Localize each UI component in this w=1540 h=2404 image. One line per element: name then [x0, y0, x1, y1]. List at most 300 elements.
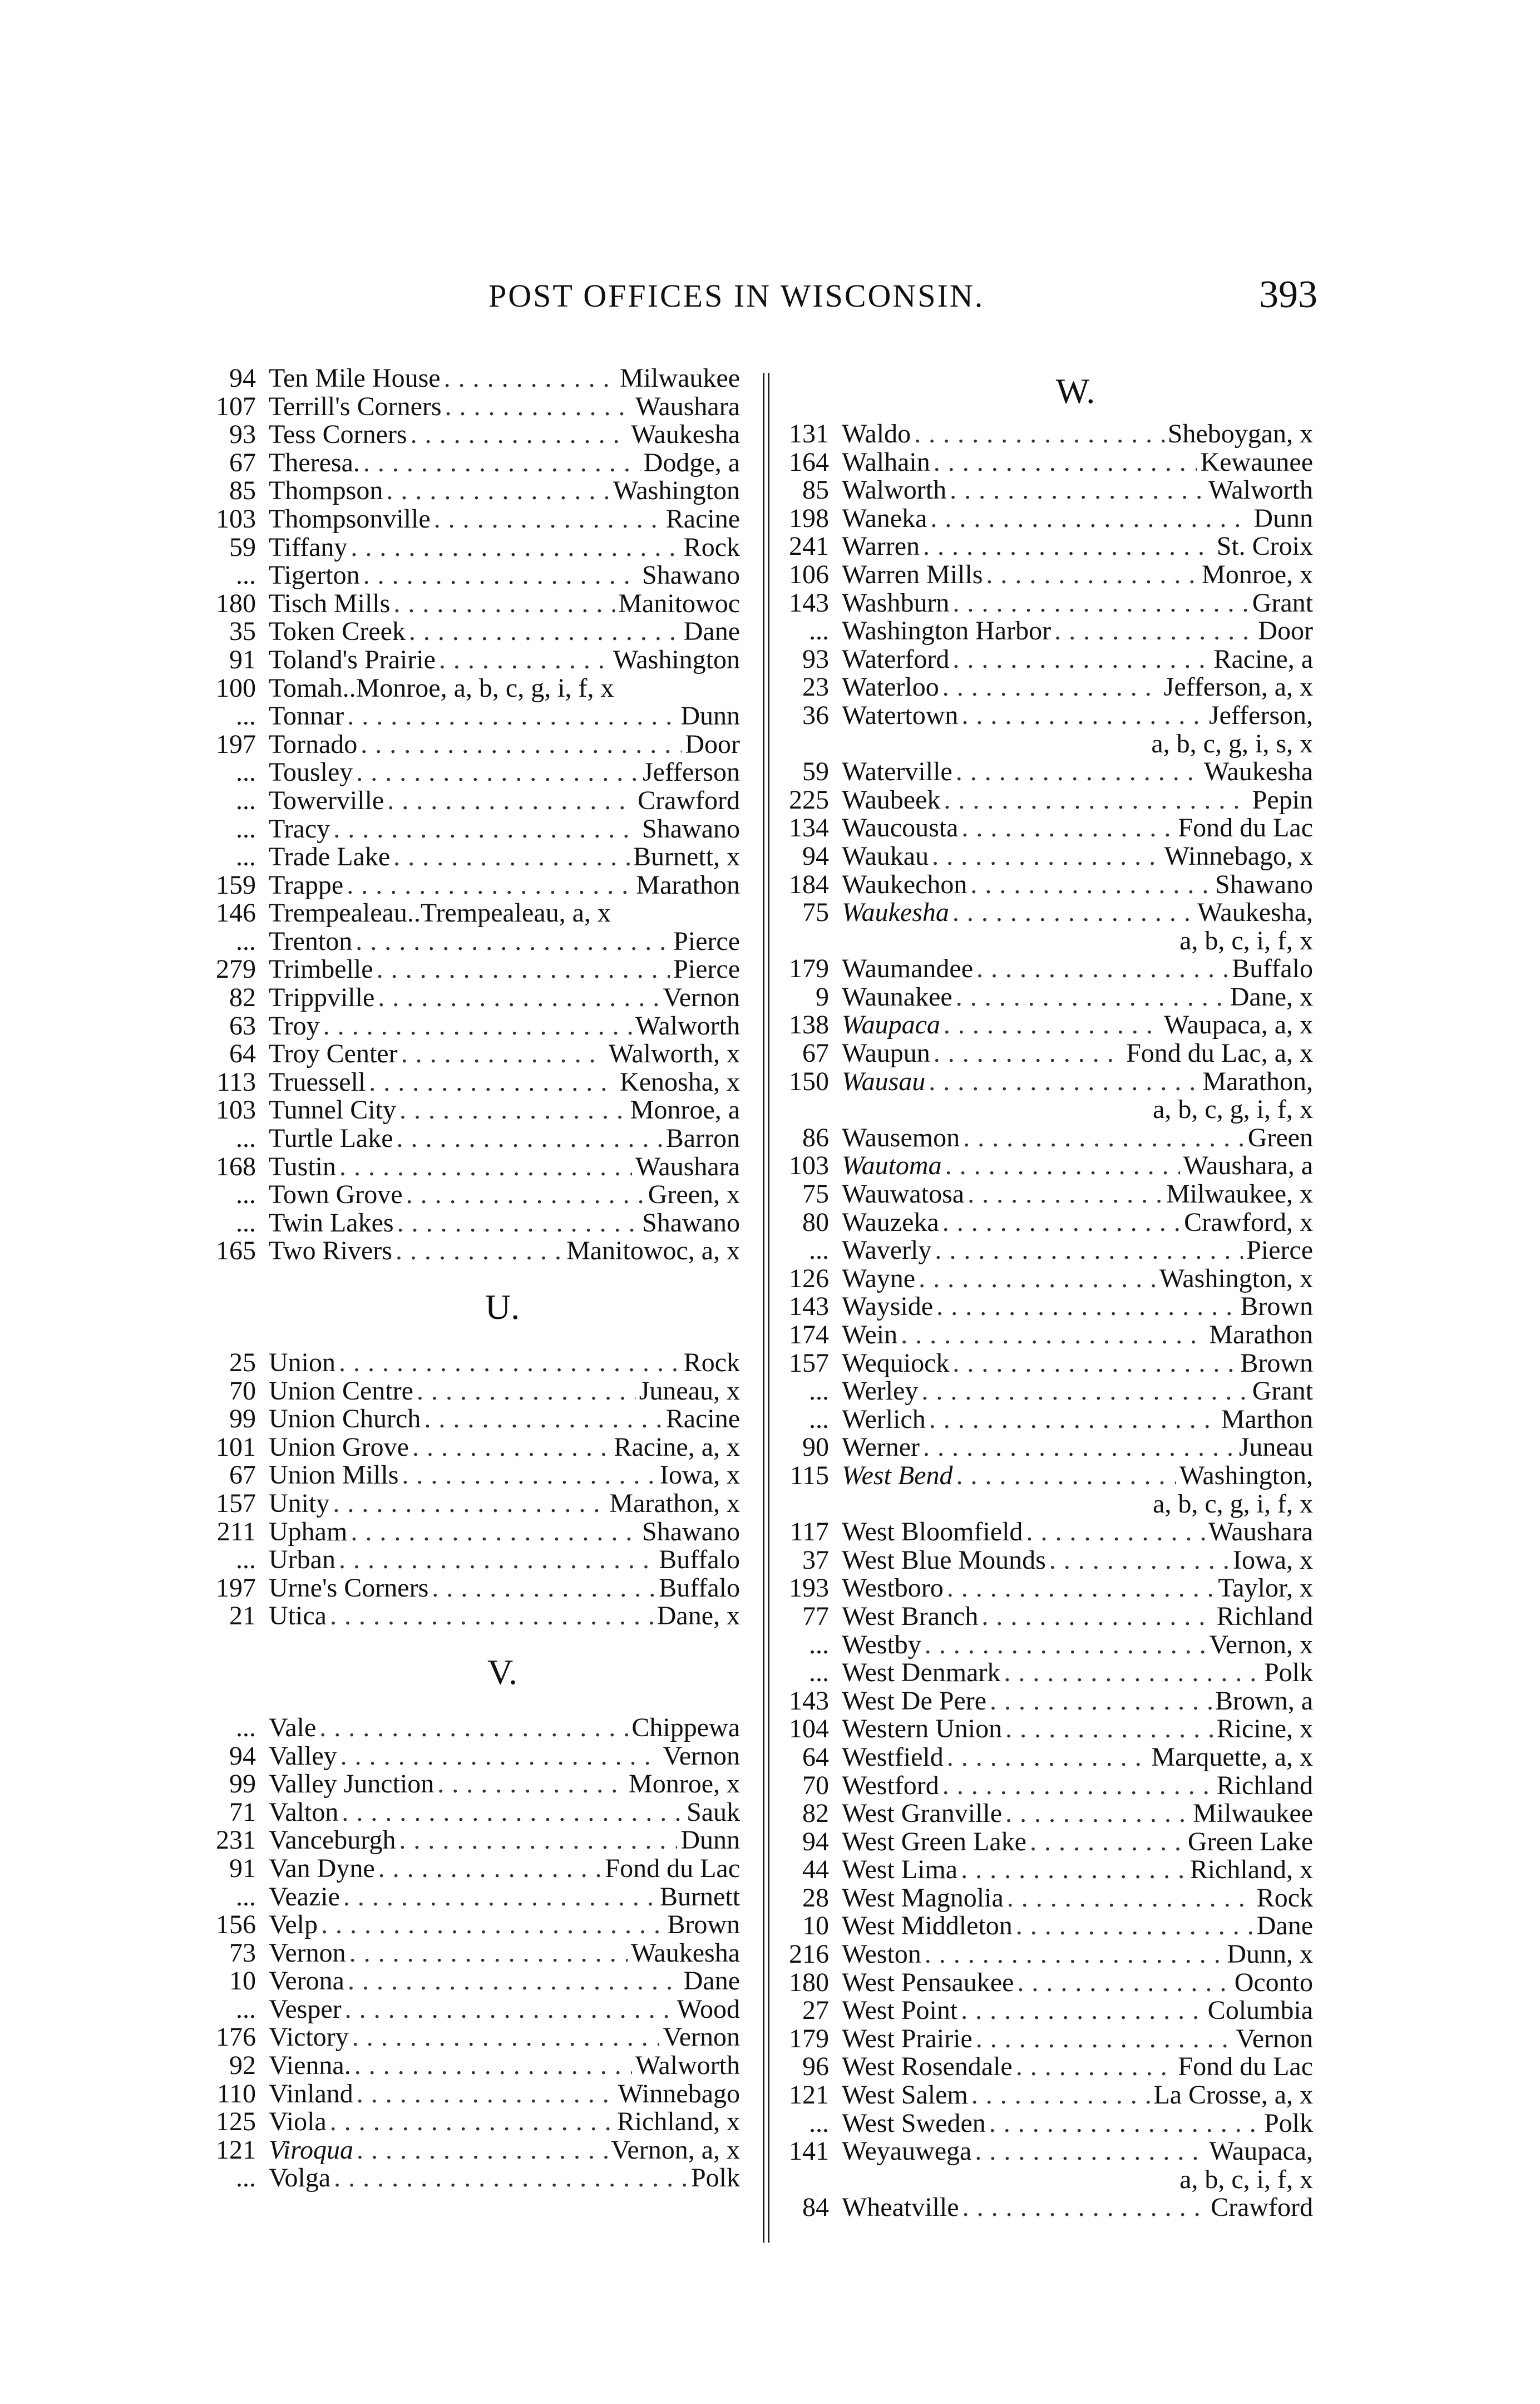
post-office-entry: [789, 702, 1317, 730]
post-office-name: Viroqua: [269, 2135, 353, 2165]
entry-line: [269, 1967, 740, 1996]
entry-line: [842, 1433, 1313, 1462]
post-office-entry: [216, 928, 744, 956]
dot-leader: [929, 1406, 1218, 1434]
entry-number: 21: [229, 1601, 256, 1631]
entry-number: 99: [229, 1769, 256, 1799]
entry-line: [842, 899, 1313, 927]
county-name: Taylor, x: [1218, 1573, 1313, 1603]
post-office-name: Truessell: [269, 1067, 366, 1097]
post-office-name: West Granville: [842, 1799, 1003, 1829]
post-office-name: Van Dyne: [269, 1853, 375, 1883]
county-name: Rock: [683, 1348, 740, 1377]
post-office-name: Watertown: [842, 700, 959, 730]
entry-line: [269, 2164, 740, 2193]
post-office-name: Tustin: [269, 1151, 336, 1181]
county-name: Buffalo: [659, 1573, 740, 1603]
post-office-entry: [789, 1884, 1317, 1913]
post-office-name: Upham: [269, 1516, 348, 1546]
entry-line: [269, 674, 740, 703]
entry-line: [842, 420, 1313, 449]
post-office-entry: [216, 1826, 744, 1855]
entry-line: [269, 421, 740, 449]
post-office-entry: [789, 1265, 1317, 1293]
county-name: Wood: [677, 1994, 740, 2024]
entry-number: ...: [809, 1629, 829, 1659]
post-office-entry: [789, 1124, 1317, 1152]
post-office-name: Wautoma: [842, 1151, 942, 1181]
post-office-name: Waumandee: [842, 954, 974, 984]
dot-leader: [406, 1181, 645, 1209]
post-office-entry: [789, 1518, 1317, 1546]
post-office-name: Westfield: [842, 1742, 944, 1772]
county-name: Richland: [1216, 1770, 1313, 1800]
entry-number: 59: [802, 757, 829, 787]
entry-line: [269, 1237, 740, 1265]
entry-line: [842, 1743, 1313, 1772]
page-header: [216, 273, 1317, 322]
post-office-entry: [216, 1911, 744, 1939]
county-name: St. Croix: [1216, 531, 1313, 561]
entry-number: 93: [802, 644, 829, 674]
post-office-entry: [216, 1068, 744, 1097]
entry-line: [842, 1912, 1313, 1940]
dot-leader: [412, 1433, 610, 1462]
entry-line: [269, 955, 740, 984]
entry-number: 225: [789, 785, 829, 815]
dot-leader: [432, 1574, 655, 1603]
entry-line: [269, 731, 740, 759]
post-office-name: Volga: [269, 2163, 331, 2193]
dot-leader: [386, 477, 610, 505]
entry-number: 75: [802, 1179, 829, 1209]
entry-line: [269, 1490, 740, 1518]
entry-line: [269, 758, 740, 787]
post-office-name: Warren: [842, 531, 920, 561]
entry-line: [269, 1939, 740, 1968]
post-office-name: Vienna.: [269, 2051, 351, 2081]
dot-leader: [334, 2164, 688, 2193]
dot-leader: [950, 476, 1205, 505]
post-office-entry: [216, 1096, 744, 1125]
dot-leader: [387, 787, 634, 815]
county-name: Juneau: [1238, 1432, 1313, 1462]
post-office-entry: [789, 1828, 1317, 1856]
post-office-entry: [789, 899, 1317, 927]
entry-number: 94: [802, 1826, 829, 1856]
post-office-name: Thompsonville: [269, 504, 431, 534]
post-office-name: Wequiock: [842, 1348, 950, 1378]
county-name: Monroe, x: [629, 1769, 740, 1799]
entry-number: 92: [229, 2051, 256, 2081]
county-name: Winnebago, x: [1164, 841, 1313, 871]
post-office-entry: [789, 561, 1317, 589]
dot-leader: [330, 1602, 654, 1630]
county-name: Iowa, x: [660, 1460, 740, 1490]
county-name: Fond du Lac, a, x: [1126, 1038, 1313, 1068]
post-office-name: Waukechon: [842, 869, 968, 899]
entry-continuation: a, b, c, g, i, f, x: [1153, 1095, 1313, 1125]
entry-line: [269, 1181, 740, 1209]
dot-leader: [434, 505, 663, 534]
post-office-name: Union Mills: [269, 1460, 399, 1490]
entry-line: [842, 758, 1313, 786]
post-office-entry: [216, 702, 744, 731]
post-office-name: Velp: [269, 1910, 318, 1940]
county-name: Iowa, x: [1233, 1545, 1313, 1575]
post-office-entry: [216, 2080, 744, 2109]
post-office-entry: [789, 1715, 1317, 1743]
entry-line: [842, 1349, 1313, 1378]
post-office-entry: [216, 1433, 744, 1462]
entry-number: 10: [802, 1911, 829, 1941]
post-office-entry: [216, 731, 744, 759]
entry-number: 180: [789, 1967, 829, 1997]
entry-number: 157: [789, 1348, 829, 1378]
post-office-entry: [789, 843, 1317, 871]
post-office-name: Troy Center: [269, 1039, 398, 1069]
entry-line: [269, 505, 740, 534]
post-office-entry: [216, 1125, 744, 1153]
county-name: Pierce: [1246, 1235, 1313, 1265]
entry-number: ...: [236, 1994, 256, 2024]
entry-line: [842, 2110, 1313, 2138]
county-name: Waupaca,: [1209, 2136, 1313, 2166]
county-name: Marathon,: [1202, 1066, 1313, 1096]
entry-number: ...: [236, 1208, 256, 1238]
dot-leader: [330, 2108, 614, 2136]
post-office-name: Town Grove: [269, 1180, 403, 1210]
dot-leader: [956, 1462, 1176, 1490]
post-office-name: Werlich: [842, 1404, 926, 1434]
entry-number: 143: [789, 1686, 829, 1716]
entry-number: 157: [216, 1488, 256, 1518]
dot-leader: [1026, 1518, 1205, 1546]
county-name: Vernon: [663, 2022, 740, 2052]
entry-line: [269, 393, 740, 421]
post-office-name: Union Church: [269, 1404, 421, 1434]
post-office-name: Verona: [269, 1966, 344, 1996]
county-name: Dunn: [680, 1825, 740, 1855]
dot-leader: [424, 1405, 662, 1433]
county-name: Marathon, x: [609, 1488, 740, 1518]
dot-leader: [944, 786, 1248, 815]
entry-number: ...: [809, 1376, 829, 1406]
entry-line: [269, 449, 740, 477]
post-office-name: Westby: [842, 1629, 921, 1659]
entry-number: ...: [236, 1881, 256, 1912]
dot-leader: [914, 420, 1164, 449]
post-office-entry: [216, 1742, 744, 1771]
entry-line: [269, 1826, 740, 1855]
dot-leader: [925, 1940, 1224, 1969]
section-letter: W.: [1055, 371, 1095, 411]
entry-number: 63: [229, 1011, 256, 1041]
post-office-name: Waupun: [842, 1038, 930, 1068]
entry-number: 103: [216, 504, 256, 534]
dot-leader: [356, 928, 670, 956]
entry-number: 9: [816, 982, 829, 1012]
post-office-entry: [216, 1996, 744, 2024]
dot-leader: [399, 1096, 627, 1125]
post-office-entry: [789, 955, 1317, 983]
county-name: Shawano: [642, 814, 740, 844]
entry-number: 197: [216, 1573, 256, 1603]
entry-number: 67: [229, 1460, 256, 1490]
entry-number: 70: [802, 1770, 829, 1800]
entry-line: [842, 843, 1313, 871]
dot-leader: [361, 731, 682, 759]
post-office-name: West Prairie: [842, 2023, 973, 2053]
dot-leader: [923, 1433, 1236, 1462]
post-office-name: Tess Corners: [269, 420, 407, 450]
post-office-name: Tigerton: [269, 560, 360, 590]
entry-number: 103: [216, 1095, 256, 1125]
county-name: Dunn: [1253, 503, 1313, 533]
entry-line: [842, 1546, 1313, 1575]
dot-leader: [321, 1911, 664, 1939]
dot-leader: [968, 1180, 1163, 1209]
entry-line: [269, 843, 740, 871]
county-name: Kenosha, x: [620, 1067, 740, 1097]
post-office-entry: [216, 2052, 744, 2080]
entry-number: ...: [236, 757, 256, 787]
dot-leader: [339, 1153, 632, 1181]
post-office-name: Viola: [269, 2107, 327, 2137]
entry-number: 67: [802, 1038, 829, 1068]
post-office-name: West Blue Mounds: [842, 1545, 1046, 1575]
dot-leader: [942, 1772, 1213, 1800]
post-office-entry: [789, 617, 1317, 646]
entry-number: 174: [789, 1320, 829, 1349]
post-office-entry: [789, 1969, 1317, 1997]
post-office-name: Waldo: [842, 419, 911, 449]
post-office-entry: [789, 758, 1317, 786]
running-title: POST OFFICES IN WISCONSIN.: [488, 278, 985, 314]
entry-number: 150: [789, 1066, 829, 1096]
entry-number: 211: [216, 1516, 256, 1546]
dot-leader: [930, 505, 1250, 533]
post-office-entry: [216, 449, 744, 477]
post-office-entry: [216, 787, 744, 815]
county-name: Racine: [665, 1404, 740, 1434]
entry-number: 179: [789, 954, 829, 984]
entry-line: [842, 1180, 1313, 1209]
post-office-name: Urban: [269, 1545, 335, 1575]
county-name: Buffalo: [659, 1545, 740, 1575]
post-office-entry: [216, 2108, 744, 2136]
county-name: Dane: [683, 617, 740, 647]
entry-number: 143: [789, 588, 829, 618]
post-office-name: Tisch Mills: [269, 588, 391, 618]
entry-number: 279: [216, 954, 256, 984]
post-office-entry: [789, 1349, 1317, 1378]
post-office-entry: [216, 477, 744, 505]
entry-number: 37: [802, 1545, 829, 1575]
entry-number: 159: [216, 870, 256, 900]
county-name: Kewaunee: [1200, 447, 1313, 477]
dot-leader: [1054, 617, 1255, 646]
post-office-name: Washburn: [842, 588, 950, 618]
post-office-name: Vernon: [269, 1938, 346, 1968]
entry-number: 141: [789, 2136, 829, 2166]
county-name: Racine, a, x: [614, 1432, 740, 1462]
county-name: Vernon: [663, 983, 740, 1013]
post-office-name: Waneka: [842, 503, 927, 533]
entry-number: 84: [802, 2193, 829, 2223]
dot-leader: [932, 843, 1161, 871]
county-name: Walworth: [1208, 475, 1313, 505]
post-office-name: West Middleton: [842, 1911, 1013, 1941]
entry-line: [842, 646, 1313, 674]
entry-line: [842, 1856, 1313, 1884]
entry-line: [269, 364, 740, 393]
post-office-name: Tunnel City: [269, 1095, 396, 1125]
county-name: Sauk: [687, 1797, 740, 1827]
entry-line: [842, 955, 1313, 983]
entry-number: 77: [802, 1601, 829, 1631]
post-office-entry: [789, 1011, 1317, 1040]
county-name: Monroe, x: [1202, 559, 1313, 589]
county-name: Walworth, x: [608, 1039, 740, 1069]
dot-leader: [925, 1631, 1206, 1659]
post-office-name: Waverly: [842, 1235, 932, 1265]
entry-number: 94: [229, 1741, 256, 1771]
county-name: Shawano: [642, 1516, 740, 1546]
entry-line: [269, 590, 740, 618]
county-name: Richland, x: [1189, 1855, 1313, 1885]
county-name: Columbia: [1207, 1996, 1313, 2026]
post-office-name: West Salem: [842, 2080, 968, 2110]
entry-number: 64: [229, 1039, 256, 1069]
entry-number: 138: [789, 1010, 829, 1040]
entry-line: [842, 1969, 1313, 1997]
entry-line: [269, 2136, 740, 2165]
county-name: Shawano: [642, 1208, 740, 1238]
county-name: Dodge, a: [643, 447, 740, 477]
post-office-name: Wauwatosa: [842, 1179, 965, 1209]
entry-line: [842, 1209, 1313, 1237]
county-name: Marthon: [1221, 1404, 1313, 1434]
post-office-entry: [789, 1772, 1317, 1800]
post-office-name: Victory: [269, 2022, 349, 2052]
entry-line: [269, 1883, 740, 1912]
entry-number: ...: [809, 616, 829, 646]
county-name: Burnett: [660, 1881, 740, 1912]
county-name: Racine: [665, 504, 740, 534]
entry-line: [842, 1659, 1313, 1687]
post-office-entry: [216, 899, 744, 928]
entry-line: [269, 1546, 740, 1574]
entry-number: 90: [802, 1432, 829, 1462]
post-office-name: West Bend: [842, 1460, 953, 1490]
dot-leader: [349, 1939, 628, 1968]
county-name: Fond du Lac: [1178, 2052, 1313, 2082]
county-name: Fond du Lac: [1178, 813, 1313, 843]
post-office-entry: [216, 871, 744, 900]
post-office-entry: [789, 1462, 1317, 1490]
dot-leader: [409, 618, 680, 646]
dot-leader: [399, 1826, 677, 1855]
entry-number: 103: [789, 1151, 829, 1181]
entry-line: [269, 1855, 740, 1883]
post-office-name: Tracy: [269, 814, 330, 844]
dot-leader: [351, 1518, 639, 1546]
post-office-entry: [216, 2136, 744, 2165]
entry-line: [842, 1377, 1313, 1406]
post-office-entry: [216, 1040, 744, 1068]
post-office-entry: [789, 1997, 1317, 2025]
entry-line: [842, 673, 1313, 702]
county-name: Waukesha,: [1197, 898, 1313, 928]
post-office-name: Wein: [842, 1320, 898, 1349]
entry-line: [269, 1714, 740, 1742]
post-office-entry: [216, 1490, 744, 1518]
dot-leader: [363, 561, 639, 590]
entry-number: ...: [236, 701, 256, 731]
dot-leader: [961, 1997, 1205, 2025]
county-name: Shawano: [1215, 869, 1313, 899]
post-office-name: Theresa.: [269, 447, 360, 477]
entry-number: ...: [236, 814, 256, 844]
entry-line: [269, 534, 740, 562]
post-office-name: Wausau: [842, 1066, 926, 1096]
entry-line: [269, 1040, 740, 1068]
post-office-name: West Pensaukee: [842, 1967, 1014, 1997]
entry-continuation: a, b, c, g, i, s, x: [1151, 728, 1313, 758]
dot-leader: [963, 1124, 1245, 1152]
county-name: Pierce: [673, 926, 740, 956]
county-name: Milwaukee: [620, 363, 740, 393]
county-name: Pepin: [1252, 785, 1313, 815]
entry-number: 85: [802, 475, 829, 505]
entry-line: [842, 1631, 1313, 1659]
entry-number: 70: [229, 1376, 256, 1406]
entry-number: ...: [236, 926, 256, 956]
dot-leader: [962, 2194, 1208, 2222]
entry-number: 23: [802, 672, 829, 702]
post-office-entry: [216, 1799, 744, 1827]
dot-leader: [411, 421, 628, 449]
post-office-entry: [789, 2110, 1317, 2138]
entry-number: 121: [789, 2080, 829, 2110]
county-name: Walworth: [635, 1011, 740, 1041]
entry-number: 99: [229, 1404, 256, 1434]
dot-leader: [1030, 1828, 1184, 1856]
county-name: Dane: [1256, 1911, 1313, 1941]
entry-number: 168: [216, 1151, 256, 1181]
dot-leader: [971, 2081, 1151, 2110]
dot-leader: [319, 1714, 628, 1742]
entry-number: 75: [802, 898, 829, 928]
entry-number: 28: [802, 1883, 829, 1913]
entry-line: [269, 2023, 740, 2052]
dot-leader: [351, 534, 680, 562]
entry-number: 180: [216, 588, 256, 618]
post-office-entry: [789, 533, 1317, 561]
entry-line: [269, 815, 740, 844]
county-name: Crawford: [638, 785, 740, 815]
entry-number: 86: [802, 1122, 829, 1152]
post-office-name: Waukesha: [842, 898, 949, 928]
dot-leader: [942, 1209, 1181, 1237]
county-name: Milwaukee: [1193, 1799, 1313, 1829]
post-office-name: Weston: [842, 1939, 921, 1969]
entry-line: [842, 871, 1313, 899]
post-office-entry: [789, 1659, 1317, 1687]
dot-leader: [952, 899, 1194, 927]
entry-number: ...: [236, 560, 256, 590]
